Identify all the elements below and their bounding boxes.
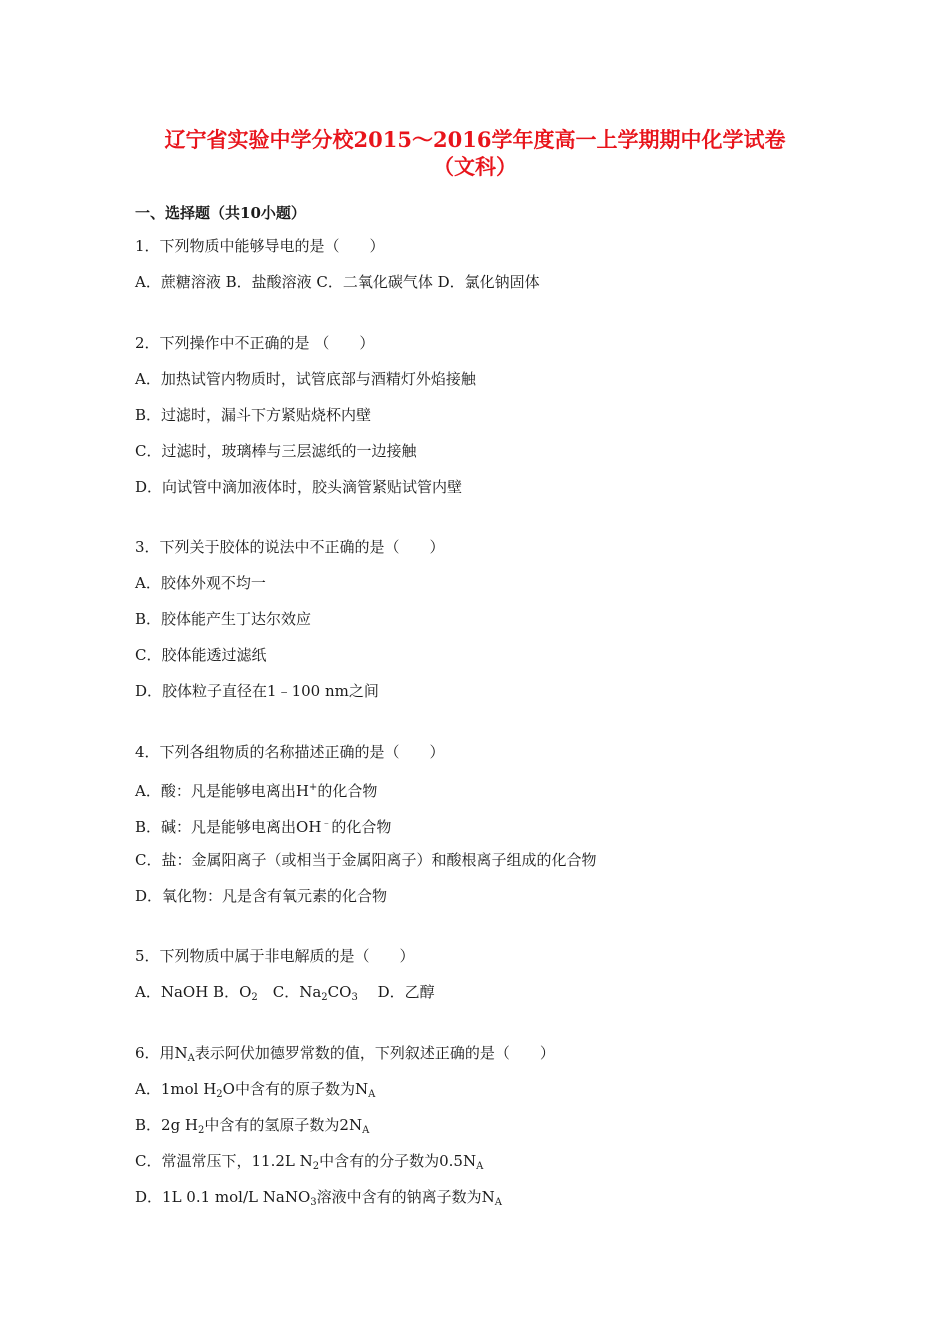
- question-3-option-c: C．胶体能透过滤纸: [135, 646, 267, 664]
- question-3-stem: 3．下列关于胶体的说法中不正确的是（ ）: [135, 538, 445, 556]
- question-3-option-a: A．胶体外观不均一: [135, 574, 266, 592]
- document-title: 辽宁省实验中学分校2015～2016学年度高一上学期期中化学试卷: [164, 127, 786, 152]
- question-2-option-d: D．向试管中滴加液体时，胶头滴管紧贴试管内壁: [135, 478, 463, 496]
- question-2-stem: 2．下列操作中不正确的是 （ ）: [135, 334, 375, 352]
- question-5-options: A．NaOH B．$O_2$ C．$Na_2CO_3$ D．乙醇: [135, 983, 435, 1003]
- question-6-option-a: A．1mol $H_2O$中含有的原子数为$N_A$: [135, 1080, 376, 1100]
- question-4-option-d: D．氧化物：凡是含有氧元素的化合物: [135, 887, 388, 905]
- question-4-option-c: C．盐：金属阳离子（或相当于金属阳离子）和酸根离子组成的化合物: [135, 851, 597, 869]
- document-subtitle: （文科）: [433, 154, 517, 179]
- question-6-option-d: D．1L 0.1 mol/L NaNO$_3$溶液中含有的钠离子数为$N_A$: [135, 1188, 502, 1208]
- question-2-option-b: B．过滤时，漏斗下方紧贴烧杯内壁: [135, 406, 372, 424]
- question-5-stem: 5．下列物质中属于非电解质的是（ ）: [135, 947, 415, 965]
- question-3-option-b: B．胶体能产生丁达尔效应: [135, 610, 312, 628]
- question-6-option-c: C．常温常压下，11.2L $N_2$中含有的分子数为$0.5N_A$: [135, 1152, 484, 1172]
- question-2-option-a: A．加热试管内物质时，试管底部与酒精灯外焰接触: [135, 370, 476, 388]
- question-1-stem: 1．下列物质中能够导电的是（ ）: [135, 237, 385, 255]
- question-3-option-d: D．胶体粒子直径在1﹣100 nm之间: [135, 682, 379, 700]
- question-6-option-b: B．2g $H_2$中含有的氢原子数为$2N_A$: [135, 1116, 370, 1136]
- question-6-stem: 6．用$N_A$表示阿伏加德罗常数的值，下列叙述正确的是（ ）: [135, 1044, 555, 1064]
- question-4-stem: 4．下列各组物质的名称描述正确的是（ ）: [135, 743, 445, 761]
- question-4-option-a: A．酸：凡是能够电离出H+的化合物: [135, 782, 378, 800]
- section-heading: 一、选择题（共10小题）: [135, 204, 306, 222]
- question-1-options: A．蔗糖溶液 B．盐酸溶液 C．二氧化碳气体 D．氯化钠固体: [135, 273, 540, 291]
- question-4-option-b: B．碱：凡是能够电离出OH﹣的化合物: [135, 818, 392, 836]
- question-2-option-c: C．过滤时，玻璃棒与三层滤纸的一边接触: [135, 442, 417, 460]
